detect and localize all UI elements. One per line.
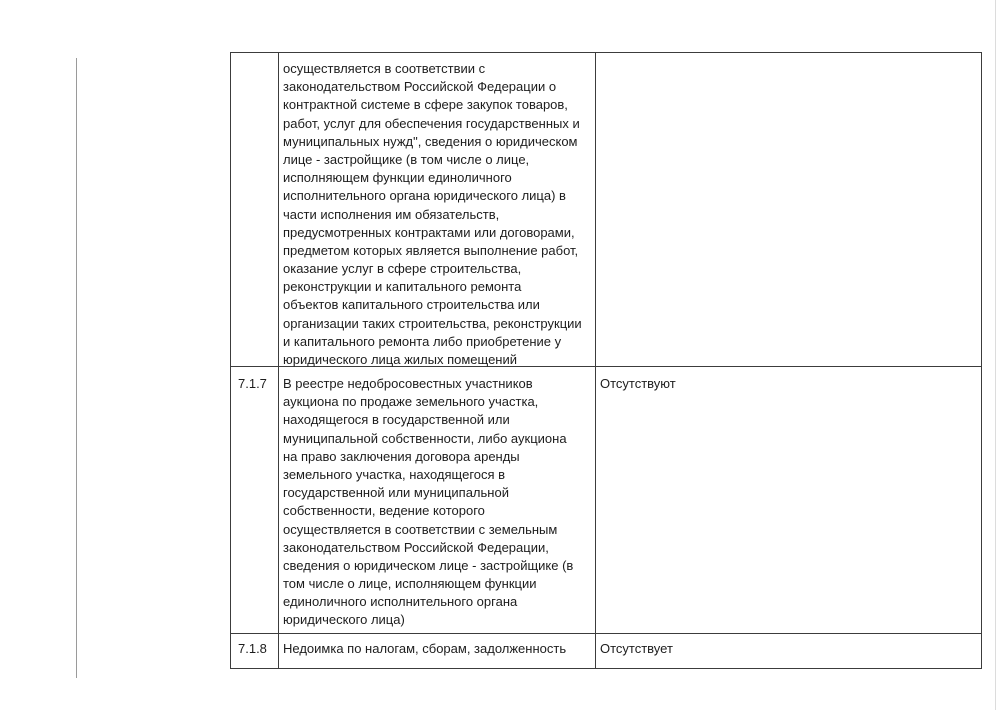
description-line: муниципальных нужд", сведения о юридическом <box>283 133 578 149</box>
description-line: осуществляется в соответствии с земельным <box>283 521 558 537</box>
description-line: земельного участка, находящегося в <box>283 466 506 482</box>
row-3-number: 7.1.8 <box>238 641 267 656</box>
description-line: аукциона по продаже земельного участка, <box>283 394 539 410</box>
description-line: части исполнения им обязательств, <box>283 206 500 222</box>
scan-page-edge <box>995 0 996 710</box>
description-line: лице - застройщике (в том числе о лице, <box>283 151 530 167</box>
description-line: предусмотренных контрактами или договорами, <box>283 224 575 240</box>
row-3-value: Отсутствует <box>600 641 673 656</box>
description-line: муниципальной собственности, либо аукциона <box>283 430 567 446</box>
description-line: организации таких строительства, реконструкции <box>283 315 582 331</box>
description-line: и капитального ремонта либо приобретение у <box>283 333 562 349</box>
description-line: законодательством Российской Федерации о <box>283 79 557 95</box>
description-line: юридического лица) <box>283 612 405 628</box>
description-line: работ, услуг для обеспечения государственных и <box>283 115 580 131</box>
description-line: собственности, ведение которого <box>283 503 485 519</box>
description-line: оказание услуг в сфере строительства, <box>283 261 522 277</box>
row-2-description <box>283 375 573 630</box>
row-2-value: Отсутствуют <box>600 376 676 391</box>
binding-margin-rule <box>76 58 77 678</box>
requirements-table <box>230 52 982 669</box>
description-line: предметом которых является выполнение работ, <box>283 242 579 258</box>
row-2-number: 7.1.7 <box>238 376 267 391</box>
description-line: осуществляется в соответствии с <box>283 61 486 76</box>
column-divider-description <box>595 53 596 668</box>
description-line: реконструкции и капитального ремонта <box>283 279 522 295</box>
description-line: контрактной системе в сфере закупок товаров, <box>283 97 568 113</box>
description-line: юридического лица жилых помещений <box>283 352 518 367</box>
column-divider-number <box>278 53 279 668</box>
description-line: исполняющем функции единоличного <box>283 170 512 186</box>
row-1-description <box>283 60 582 369</box>
row-divider-2 <box>231 633 981 634</box>
description-line: В реестре недобросовестных участников <box>283 376 533 391</box>
description-line: объектов капитального строительства или <box>283 297 540 313</box>
description-line: исполнительного органа юридического лица) в <box>283 188 566 204</box>
description-line: том числе о лице, исполняющем функции <box>283 576 537 592</box>
description-line: находящегося в государственной или <box>283 412 510 428</box>
description-line: на право заключения договора аренды <box>283 448 520 464</box>
row-3-description <box>283 640 566 658</box>
description-line: законодательством Российской Федерации, <box>283 539 549 555</box>
description-line: сведения о юридическом лице - застройщике (в <box>283 557 574 573</box>
description-line: государственной или муниципальной <box>283 485 509 501</box>
description-line: Недоимка по налогам, сборам, задолженность <box>283 641 567 656</box>
description-line: единоличного исполнительного органа <box>283 594 518 610</box>
